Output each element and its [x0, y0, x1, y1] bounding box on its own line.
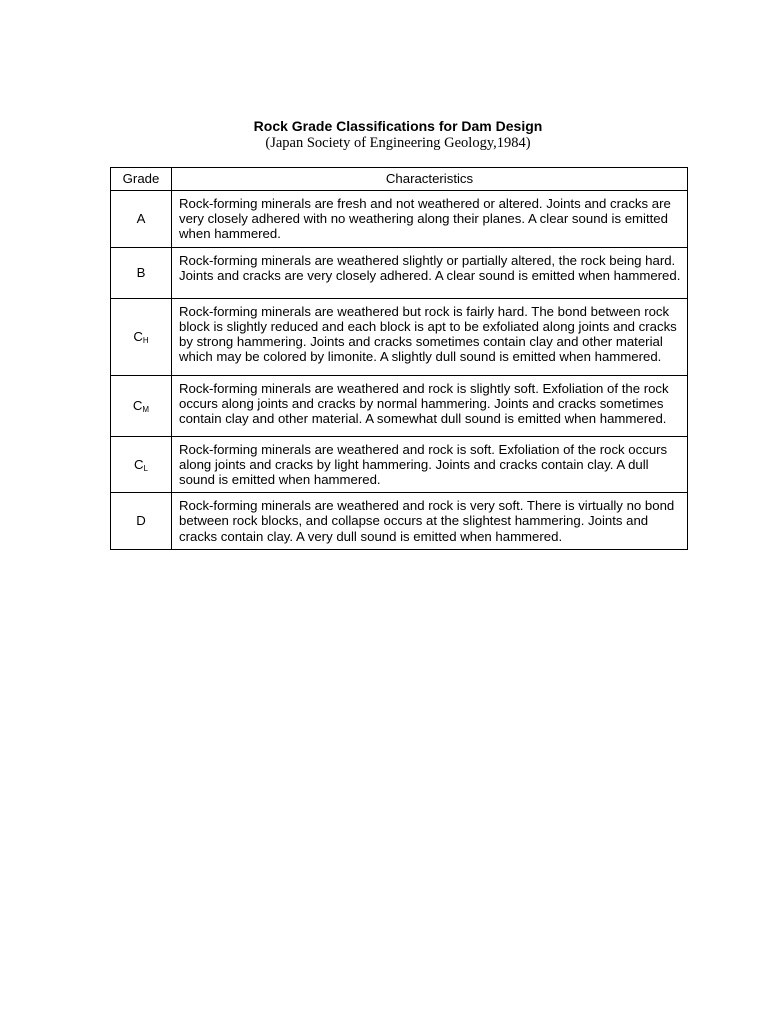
grade-subscript: H — [142, 336, 149, 345]
rock-grade-table — [110, 167, 688, 550]
grade-letter: A — [136, 211, 146, 227]
table-row — [111, 493, 688, 550]
table-row — [111, 375, 688, 436]
grade-cell — [111, 436, 172, 493]
characteristics-cell: Rock-forming minerals are weathered but rock is fairly hard. The bond between rock block is slightly reduced and each block is apt to be exfoliated along joints and cracks by strong hammering. Joints and cracks sometimes contain clay and other material which may be colored by limonite. A slightly dull sound is emitted when hammered. — [172, 298, 688, 375]
grade-cell — [111, 247, 172, 298]
header-grade: Grade — [111, 168, 172, 191]
grade-cell — [111, 375, 172, 436]
characteristics-cell: Rock-forming minerals are weathered slightly or partially altered, the rock being hard. Joints and cracks are very closely adhered. A clear sound is emitted when hammered. — [172, 247, 688, 298]
grade-cell — [111, 298, 172, 375]
grade-letter: B — [136, 265, 146, 280]
characteristics-cell: Rock-forming minerals are weathered and rock is slightly soft. Exfoliation of the rock occurs along joints and cracks by normal hammering. Joints and cracks sometimes contain clay and other material. A somewhat dull sound is emitted when hammered. — [172, 375, 688, 436]
table-row — [111, 436, 688, 493]
grade-letter: C — [133, 329, 143, 344]
grade-letter: C — [134, 456, 144, 472]
grade-subscript: L — [143, 463, 148, 473]
header-characteristics: Characteristics — [172, 168, 688, 191]
table-row — [111, 191, 688, 248]
grade-cell — [111, 191, 172, 248]
document-subtitle: (Japan Society of Engineering Geology,1984) — [265, 135, 531, 151]
table-row — [111, 247, 688, 298]
grade-subscript: M — [142, 405, 150, 414]
characteristics-cell: Rock-forming minerals are weathered and rock is very soft. There is virtually no bond between rock blocks, and collapse occurs at the slightest hammering. Joints and cracks contain clay. A very dull sound is emitted when hammered. — [172, 493, 688, 550]
characteristics-cell: Rock-forming minerals are weathered and rock is soft. Exfoliation of the rock occurs along joints and cracks by light hammering. Joints and cracks contain clay. A dull sound is emitted when hammered. — [172, 436, 688, 493]
characteristics-cell: Rock-forming minerals are fresh and not weathered or altered. Joints and cracks are very closely adhered with no weathering along their planes. A clear sound is emitted when hammered. — [172, 191, 688, 248]
document-title: Rock Grade Classifications for Dam Design — [253, 118, 543, 134]
grade-cell — [111, 493, 172, 550]
table-header-row — [111, 168, 688, 191]
table-row — [111, 298, 688, 375]
grade-letter: C — [132, 398, 143, 413]
grade-letter: D — [136, 513, 146, 529]
